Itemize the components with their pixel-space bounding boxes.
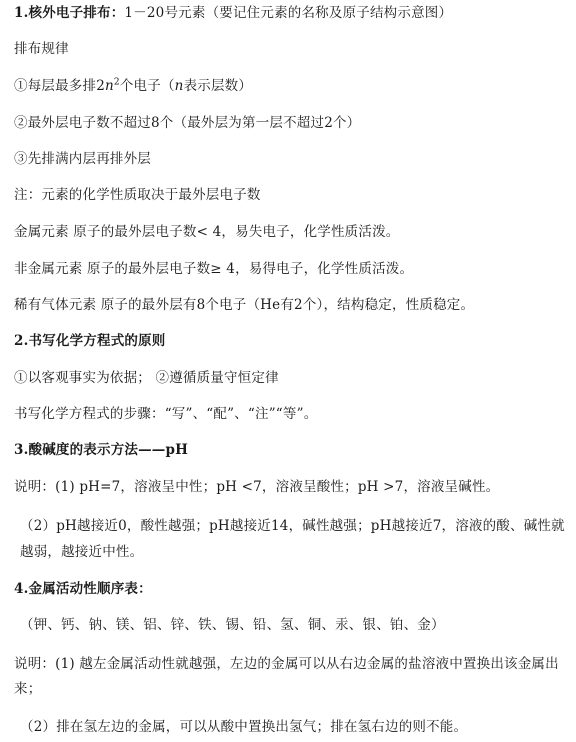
ph-description-2: （2）pH越接近0，酸性越强；pH越接近14，碱性越强；pH越接近7，溶液的酸、碱性就越弱，越接近中性。	[20, 518, 565, 560]
ph-description-1: 说明：(1) pH=7，溶液呈中性；pH <7，溶液呈酸性；pH >7，溶液呈碱性。	[14, 479, 500, 495]
rule-heading: 排布规律	[14, 41, 69, 57]
section-1-title-note: 1－20号元素（要记住元素的名称及原子结构示意图）	[124, 5, 453, 21]
note-line: 注：元素的化学性质取决于最外层电子数	[14, 187, 261, 203]
activity-description-2: （2）排在氢左边的金属，可以从酸中置换出氢气；排在氢右边的则不能。	[20, 719, 468, 735]
section-1-heading-line	[14, 4, 568, 22]
rule-1-part-b: 个电子（	[119, 78, 175, 94]
section-1-title: 1.核外电子排布：	[14, 5, 125, 21]
rule-1-exponent: 2	[113, 77, 120, 88]
rule-1-part-c: 表示层数）	[183, 78, 253, 94]
section-3-title: 3.酸碱度的表示方法——pH	[14, 442, 189, 458]
metal-activity-order: （钾、钙、钠、镁、铝、锌、铁、锡、铅、氢、铜、汞、银、铂、金）	[20, 617, 445, 633]
activity-description-1: 说明：(1) 越左金属活动性就越强，左边的金属可以从右边金属的盐溶液中置换出该金属出来；	[14, 656, 559, 697]
metal-line: 金属元素 原子的最外层电子数< 4，易失电子，化学性质活泼。	[14, 224, 400, 240]
steps-line: 书写化学方程式的步骤：“写”、“配”、“注”“等”。	[14, 406, 318, 422]
section-2-title: 2.书写化学方程式的原则	[14, 333, 166, 349]
section-4-title: 4.金属活动性顺序表：	[14, 581, 152, 597]
rule-1-part-a: ①每层最多排2	[14, 78, 105, 94]
rule-2: ②最外层电子数不超过8个（最外层为第一层不超过2个）	[14, 115, 361, 131]
principles-line: ①以客观事实为依据； ②遵循质量守恒定律	[14, 370, 279, 386]
nonmetal-line: 非金属元素 原子的最外层电子数≥ 4，易得电子，化学性质活泼。	[14, 261, 414, 277]
rule-1	[14, 77, 568, 95]
noble-gas-line: 稀有气体元素 原子的最外层有8个电子（He有2个），结构稳定，性质稳定。	[14, 297, 475, 313]
rule-3: ③先排满内层再排外层	[14, 151, 151, 167]
rule-1-n: n	[105, 78, 114, 94]
rule-1-n-symbol: n	[174, 78, 184, 94]
